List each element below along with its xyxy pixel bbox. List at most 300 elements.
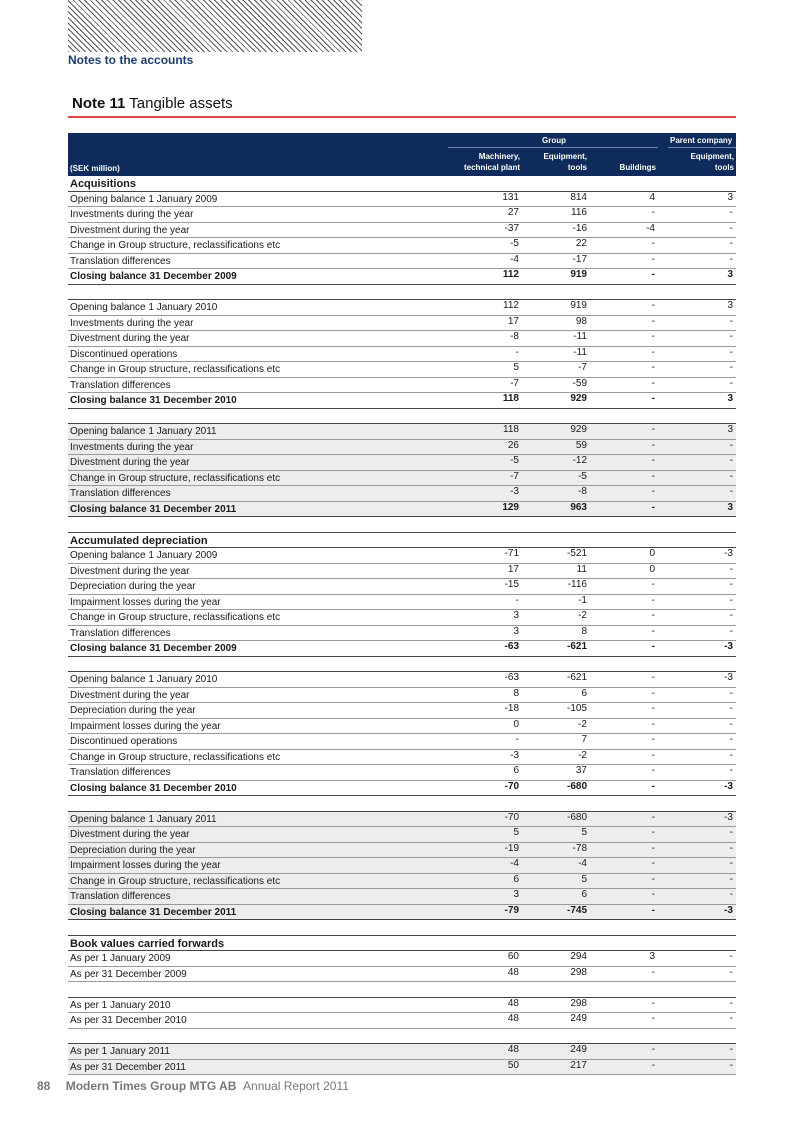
row-label: As per 1 January 2011 (70, 1046, 170, 1057)
row-value: -5 (510, 238, 519, 249)
table-row (68, 548, 736, 564)
row-value: - (651, 470, 655, 482)
row-value: -3 (724, 641, 733, 652)
table-row (68, 719, 736, 735)
total-row (68, 905, 736, 921)
row-value: -78 (572, 842, 587, 854)
row-value: -11 (573, 331, 587, 342)
row-value: - (729, 718, 733, 730)
row-value: -12 (572, 455, 587, 466)
row-value: -70 (504, 811, 519, 823)
row-label: Divestment during the year (70, 565, 190, 577)
row-label: Change in Group structure, reclassifications etc (70, 472, 281, 484)
row-value: - (515, 346, 519, 358)
spacer-row (68, 517, 736, 533)
row-value: - (729, 625, 733, 637)
row-value: 48 (507, 1044, 519, 1055)
row-value: - (651, 594, 655, 606)
row-value: - (651, 1013, 655, 1024)
row-value: -621 (566, 672, 587, 683)
company-name: Modern Times Group MTG AB (65, 1079, 237, 1093)
row-value: 7 (581, 734, 587, 745)
row-value: - (729, 749, 733, 761)
row-value: - (651, 424, 655, 435)
table-row (68, 378, 736, 394)
spacer-row (68, 920, 736, 936)
row-value: -3 (724, 672, 733, 683)
table-row (68, 672, 736, 688)
row-value: -3 (724, 904, 733, 916)
table-row (68, 424, 736, 440)
row-value: -2 (578, 718, 587, 730)
section-heading-row (68, 176, 736, 192)
row-value: - (729, 997, 733, 1009)
row-value: - (729, 315, 733, 327)
spacer-row (68, 409, 736, 425)
col-header-equipment (520, 151, 587, 173)
row-value: - (729, 734, 733, 745)
row-value: 60 (507, 951, 519, 962)
report-name: Annual Report 2011 (243, 1079, 349, 1093)
table-row (68, 486, 736, 502)
spacer-row (68, 1029, 736, 1045)
col4-line1: Equipment, (690, 152, 734, 161)
row-label: Divestment during the year (70, 457, 190, 468)
row-label: Opening balance 1 January 2009 (70, 193, 218, 205)
row-value: 3 (513, 610, 519, 621)
row-label: Opening balance 1 January 2009 (70, 550, 218, 561)
row-value: -59 (572, 377, 587, 389)
row-value: 3 (727, 191, 733, 203)
row-value: 129 (502, 501, 519, 513)
table-row (68, 440, 736, 456)
row-value: 5 (513, 827, 519, 838)
row-value: - (651, 486, 655, 497)
row-label: Depreciation during the year (70, 581, 196, 592)
total-row (68, 269, 736, 285)
row-value: - (651, 718, 655, 730)
row-label: Impairment losses during the year (70, 720, 221, 732)
row-label: As per 31 December 2011 (70, 1061, 186, 1073)
row-value: 27 (507, 207, 519, 218)
row-value: 919 (570, 269, 587, 280)
row-value: - (651, 966, 655, 978)
row-value: - (515, 594, 519, 606)
row-value: - (729, 827, 733, 838)
col1-line2: technical plant (463, 163, 520, 172)
row-value: - (729, 594, 733, 606)
row-value: - (729, 563, 733, 575)
row-value: - (651, 253, 655, 265)
table-row (68, 626, 736, 642)
table-row (68, 827, 736, 843)
col-header-buildings: Buildings (619, 163, 656, 172)
row-value: 48 (507, 1013, 519, 1024)
row-value: - (651, 687, 655, 699)
row-value: - (729, 253, 733, 265)
row-value: - (729, 842, 733, 854)
row-value: 249 (570, 1044, 587, 1055)
row-label: Acquisitions (70, 178, 137, 190)
row-label: As per 1 January 2009 (70, 953, 171, 964)
row-value: 17 (507, 563, 519, 575)
row-value: - (651, 842, 655, 854)
row-value: -3 (510, 749, 519, 761)
row-value: 294 (570, 951, 587, 962)
row-value: 5 (581, 873, 587, 885)
row-value: 11 (576, 563, 587, 575)
row-value: - (651, 734, 655, 745)
row-value: - (729, 1013, 733, 1024)
row-value: - (651, 889, 655, 900)
row-value: 50 (507, 1059, 519, 1071)
row-value: - (729, 951, 733, 962)
row-label: Opening balance 1 January 2011 (70, 813, 217, 825)
row-value: 17 (507, 315, 519, 327)
row-value: 112 (503, 300, 519, 311)
row-value: 3 (727, 393, 733, 404)
row-value: -680 (566, 811, 587, 823)
table-row (68, 579, 736, 595)
row-value: 3 (727, 501, 733, 513)
row-value: 929 (570, 393, 587, 404)
row-value: 217 (570, 1059, 587, 1071)
col2-line1: Equipment, (543, 152, 587, 161)
row-value: - (729, 222, 733, 234)
row-value: -5 (510, 455, 519, 466)
row-value: 298 (570, 966, 587, 978)
row-value: - (651, 703, 655, 714)
row-value: -63 (504, 641, 519, 652)
row-value: 0 (513, 718, 519, 730)
row-value: -680 (566, 780, 587, 792)
row-value: -116 (567, 579, 587, 590)
row-value: 6 (513, 873, 519, 885)
row-label: Closing balance 31 December 2009 (70, 643, 237, 654)
row-label: Closing balance 31 December 2010 (70, 395, 237, 406)
row-value: -17 (572, 253, 587, 265)
table-row (68, 843, 736, 859)
row-value: 6 (513, 765, 519, 776)
row-value: -5 (578, 470, 587, 482)
row-value: 3 (649, 951, 655, 962)
row-value: 0 (649, 563, 655, 575)
table-row (68, 858, 736, 874)
row-label: Change in Group structure, reclassifications etc (70, 875, 281, 887)
row-value: -4 (510, 253, 519, 265)
row-value: -4 (510, 858, 519, 869)
table-row (68, 734, 736, 750)
table-row (68, 688, 736, 704)
row-value: 3 (727, 424, 733, 435)
row-value: - (651, 331, 655, 342)
row-value: - (729, 858, 733, 869)
row-value: 929 (570, 424, 587, 435)
row-value: - (729, 470, 733, 482)
row-label: Investments during the year (70, 441, 194, 453)
total-row (68, 502, 736, 518)
table-row (68, 564, 736, 580)
row-label: Closing balance 31 December 2011 (70, 906, 237, 918)
row-value: - (651, 625, 655, 637)
row-label: Divestment during the year (70, 689, 190, 701)
row-value: 4 (649, 191, 655, 203)
note-title (72, 95, 233, 112)
row-value: - (651, 346, 655, 358)
row-label: Depreciation during the year (70, 705, 196, 716)
row-value: - (729, 687, 733, 699)
row-value: 48 (507, 966, 519, 978)
row-label: Impairment losses during the year (70, 596, 221, 608)
unit-label: (SEK million) (70, 164, 120, 173)
total-row (68, 781, 736, 797)
table-row (68, 874, 736, 890)
row-value: 8 (581, 625, 587, 637)
row-value: -8 (578, 486, 587, 497)
row-label: Translation differences (70, 255, 171, 267)
group-underline (448, 147, 658, 148)
row-value: - (729, 579, 733, 590)
row-value: - (651, 238, 655, 249)
total-row (68, 393, 736, 409)
table-row (68, 889, 736, 905)
group-label: Group (542, 136, 566, 145)
row-value: -7 (510, 377, 519, 389)
row-value: 5 (581, 827, 587, 838)
row-label: Translation differences (70, 627, 171, 639)
row-value: 919 (570, 300, 587, 311)
table-row (68, 595, 736, 611)
row-value: - (651, 300, 655, 311)
table-row (68, 1060, 736, 1076)
row-label: Closing balance 31 December 2009 (70, 271, 237, 282)
section-heading-row (68, 533, 736, 549)
row-value: -521 (566, 548, 587, 559)
row-value: - (729, 238, 733, 249)
row-value: - (729, 486, 733, 497)
row-label: Investments during the year (70, 317, 194, 329)
table-row (68, 331, 736, 347)
row-value: -71 (504, 548, 519, 559)
row-label: Opening balance 1 January 2010 (70, 674, 218, 685)
row-label: Translation differences (70, 488, 171, 499)
row-value: 3 (727, 300, 733, 311)
table-row (68, 610, 736, 626)
row-value: - (651, 749, 655, 761)
row-label: Closing balance 31 December 2010 (70, 782, 237, 794)
parent-company-label: Parent company (670, 136, 733, 145)
row-value: 0 (649, 548, 655, 559)
col-header-parent-equipment (668, 151, 734, 173)
table-row (68, 254, 736, 270)
row-value: - (729, 1044, 733, 1055)
row-value: -16 (572, 222, 587, 234)
row-value: 112 (502, 269, 519, 280)
row-value: - (651, 672, 655, 683)
row-label: Change in Group structure, reclassifications etc (70, 364, 281, 375)
row-value: 249 (570, 1013, 587, 1024)
row-value: 6 (581, 687, 587, 699)
row-value: -3 (724, 548, 733, 559)
row-value: 116 (571, 207, 587, 218)
row-label: As per 31 December 2009 (70, 968, 187, 980)
row-value: 3 (513, 625, 519, 637)
row-value: - (729, 377, 733, 389)
row-value: 118 (502, 393, 519, 404)
row-value: - (729, 346, 733, 358)
row-label: As per 1 January 2010 (70, 999, 171, 1011)
col-header-machinery (438, 151, 520, 173)
row-label: Book values carried forwards (70, 937, 225, 950)
row-value: -745 (566, 904, 587, 916)
row-value: 3 (727, 269, 733, 280)
row-value: 37 (575, 765, 587, 776)
table-row (68, 703, 736, 719)
row-value: -2 (578, 749, 587, 761)
row-value: -15 (504, 579, 519, 590)
row-value: - (729, 362, 733, 373)
table-body (68, 176, 736, 1075)
table-row (68, 1013, 736, 1029)
row-value: - (729, 455, 733, 466)
table-row (68, 192, 736, 208)
row-value: - (729, 966, 733, 978)
row-value: - (651, 315, 655, 327)
row-value: - (729, 873, 733, 885)
row-label: Closing balance 31 December 2011 (70, 503, 237, 515)
row-label: Translation differences (70, 767, 171, 778)
row-value: - (651, 641, 655, 652)
row-value: 59 (575, 439, 587, 451)
row-value: - (651, 393, 655, 404)
row-value: -621 (566, 641, 587, 652)
row-value: - (729, 765, 733, 776)
spacer-row (68, 285, 736, 301)
spacer-row (68, 796, 736, 812)
row-label: Divestment during the year (70, 224, 190, 236)
row-value: -7 (510, 470, 519, 482)
row-label: Translation differences (70, 379, 171, 391)
row-value: - (651, 207, 655, 218)
table-row (68, 223, 736, 239)
table-row (68, 812, 736, 828)
row-label: Discontinued operations (70, 736, 178, 747)
row-value: - (515, 734, 519, 745)
row-value: - (729, 1059, 733, 1071)
row-value: - (651, 362, 655, 373)
row-label: Impairment losses during the year (70, 860, 221, 871)
row-value: -4 (646, 222, 655, 234)
page-number: 88 (37, 1079, 51, 1093)
row-label: Change in Group structure, reclassifications etc (70, 612, 281, 623)
row-value: - (651, 827, 655, 838)
table-row (68, 300, 736, 316)
row-value: -18 (504, 703, 519, 714)
row-value: - (651, 858, 655, 869)
row-label: Accumulated depreciation (70, 534, 208, 547)
spacer-row (68, 657, 736, 673)
row-value: 963 (570, 501, 587, 513)
row-value: - (651, 377, 655, 389)
row-label: Opening balance 1 January 2010 (70, 302, 218, 313)
row-value: - (651, 1044, 655, 1055)
col4-line2: tools (714, 163, 734, 172)
row-value: - (651, 455, 655, 466)
row-value: -11 (573, 346, 587, 358)
table-row (68, 471, 736, 487)
title-divider (68, 116, 736, 118)
row-value: - (651, 269, 655, 280)
note-number: Note 11 (72, 95, 126, 112)
row-value: -105 (566, 703, 587, 714)
row-value: 48 (507, 997, 519, 1009)
table-row (68, 1044, 736, 1060)
row-value: - (651, 780, 655, 792)
section-title: Notes to the accounts (68, 53, 194, 67)
row-value: -19 (504, 842, 519, 854)
row-value: - (729, 331, 733, 342)
section-heading-row (68, 936, 736, 952)
table-row (68, 998, 736, 1014)
row-value: -8 (510, 331, 519, 342)
table-row (68, 951, 736, 967)
header-hatch-pattern (68, 0, 362, 52)
note-name: Tangible assets (129, 95, 233, 112)
table-row (68, 362, 736, 378)
col2-line2: tools (567, 163, 587, 172)
row-label: Investments during the year (70, 209, 194, 220)
table-header (68, 133, 736, 176)
row-value: - (729, 610, 733, 621)
row-value: -1 (578, 594, 587, 606)
row-value: - (651, 997, 655, 1009)
row-value: 22 (575, 238, 587, 249)
row-value: -63 (504, 672, 519, 683)
row-value: 98 (575, 315, 587, 327)
table-row (68, 347, 736, 363)
row-label: As per 31 December 2010 (70, 1015, 187, 1026)
row-value: -70 (504, 780, 519, 792)
row-label: Depreciation during the year (70, 844, 196, 856)
total-row (68, 641, 736, 657)
parent-underline (668, 147, 736, 148)
row-value: 131 (502, 191, 519, 203)
row-value: - (651, 873, 655, 885)
row-value: -3 (724, 780, 733, 792)
table-row (68, 967, 736, 983)
row-value: - (651, 765, 655, 776)
table-row (68, 316, 736, 332)
row-value: - (651, 904, 655, 916)
row-value: -3 (510, 486, 519, 497)
row-value: - (729, 703, 733, 714)
row-label: Opening balance 1 January 2011 (70, 426, 217, 437)
row-value: - (651, 439, 655, 451)
page-footer (37, 1079, 349, 1093)
table-row (68, 765, 736, 781)
row-label: Change in Group structure, reclassifications etc (70, 240, 281, 251)
row-value: 3 (513, 889, 519, 900)
row-value: - (651, 501, 655, 513)
row-value: -3 (724, 811, 733, 823)
table-row (68, 207, 736, 223)
row-value: -2 (578, 610, 587, 621)
row-value: 6 (581, 889, 587, 900)
row-label: Divestment during the year (70, 829, 190, 840)
row-label: Translation differences (70, 891, 171, 902)
spacer-row (68, 982, 736, 998)
row-value: -4 (578, 858, 587, 869)
